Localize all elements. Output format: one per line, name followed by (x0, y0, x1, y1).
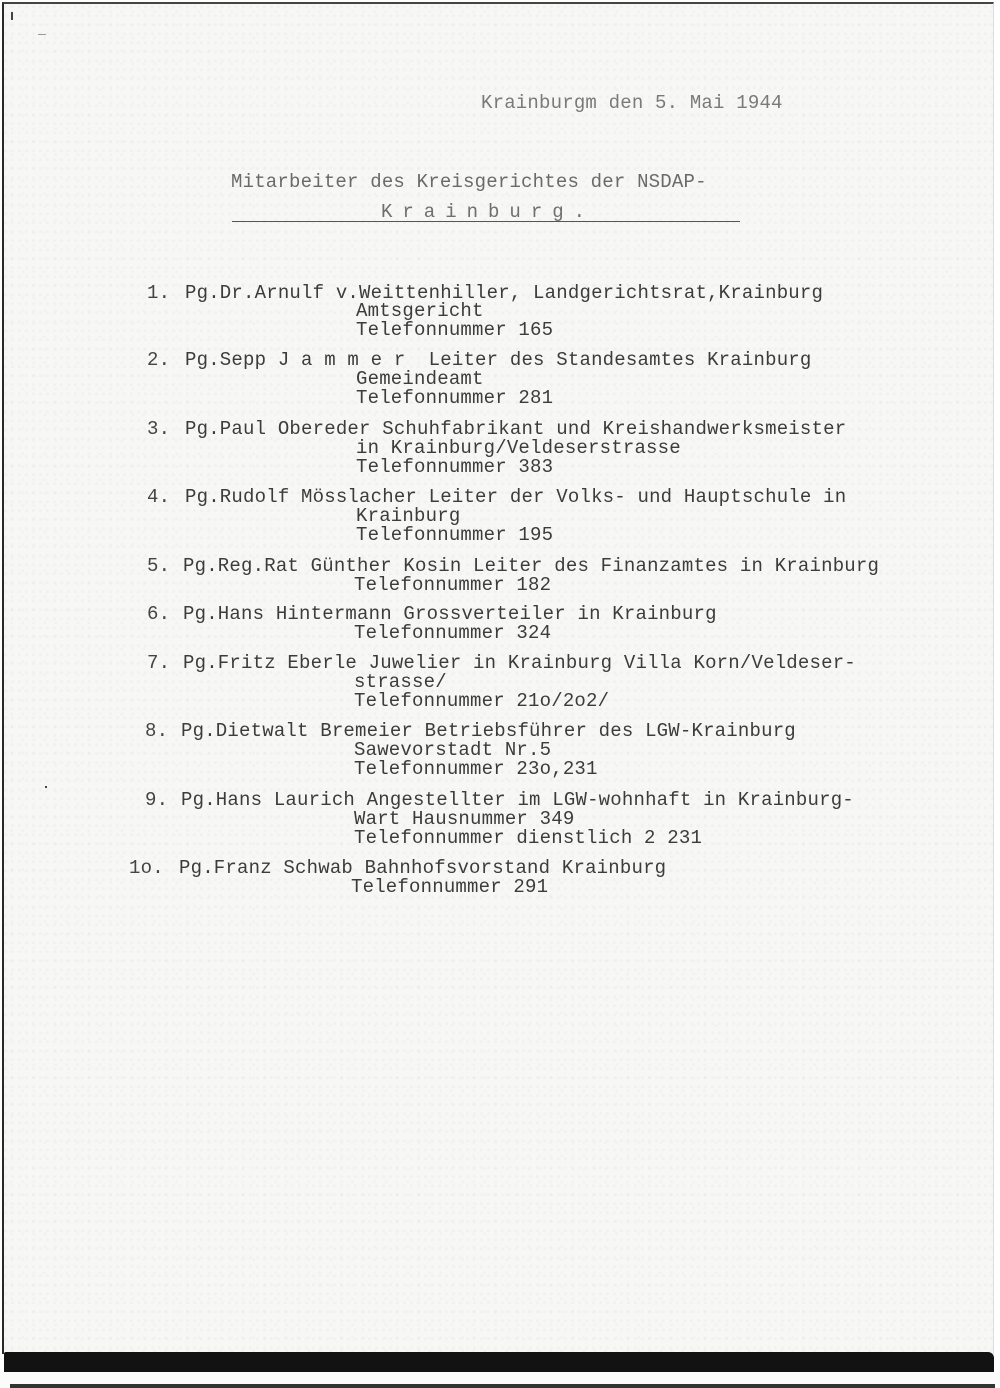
entry-text: Pg.Hans Hintermann Grossverteiler in Krainburg (183, 603, 717, 625)
entry-text: Pg.Reg.Rat Günther Kosin Leiter des Finanzamtes in Krainburg (183, 555, 880, 577)
entry-phone: Telefonnummer 281 (356, 387, 554, 409)
entry-number: 5. (147, 555, 171, 577)
scan-bottom-border (10, 1384, 995, 1388)
entry-phone: Telefonnummer 21o/2o2/ (354, 690, 610, 712)
entry-text: Pg.Dietwalt Bremeier Betriebsführer des LGW-Krainburg (181, 720, 796, 742)
entry-number: 4. (147, 486, 171, 508)
entry-text: Gemeindeamt (356, 368, 484, 390)
entry-number: 9. (145, 789, 169, 811)
date-line: Krainburgm den 5. Mai 1944 (481, 92, 783, 114)
margin-dash-mark (38, 34, 46, 35)
entry-phone: Telefonnummer 165 (356, 319, 554, 341)
entry-number: 1. (147, 282, 171, 304)
entry-text: in Krainburg/Veldeserstrasse (356, 437, 681, 459)
entry-text: Krainburg (356, 505, 461, 527)
speck-mark (45, 786, 47, 788)
entry-phone: Telefonnummer 195 (356, 524, 554, 546)
entry-phone: Telefonnummer 182 (354, 574, 552, 596)
entry-number: 8. (145, 720, 169, 742)
entry-text: Pg.Hans Laurich Angestellter im LGW-wohnhaft in Krainburg- (181, 789, 854, 811)
entry-text: Pg.Rudolf Mösslacher Leiter der Volks- und Hauptschule in (185, 486, 847, 508)
entry-text: Wart Hausnummer 349 (354, 808, 575, 830)
entry-phone: Telefonnummer 291 (351, 876, 549, 898)
entry-number: 7. (147, 652, 171, 674)
entry-text: Pg.Franz Schwab Bahnhofsvorstand Krainburg (179, 857, 667, 879)
entry-number: 3. (147, 418, 171, 440)
entry-phone: Telefonnummer 383 (356, 456, 554, 478)
entry-number: 2. (147, 349, 171, 371)
scan-bottom-edge-shadow (4, 1352, 994, 1372)
entry-text: Amtsgericht (356, 300, 484, 322)
entry-phone: Telefonnummer dienstlich 2 231 (354, 827, 703, 849)
entry-text: strasse/ (354, 671, 447, 693)
entry-number: 1o. (129, 857, 164, 879)
entry-number: 6. (147, 603, 171, 625)
document-title: Mitarbeiter des Kreisgerichtes der NSDAP- (231, 171, 707, 193)
entry-text: Pg.Paul Obereder Schuhfabrikant und Kreishandwerksmeister (185, 418, 847, 440)
margin-tick-mark (11, 12, 13, 20)
entry-text: Sawevorstadt Nr.5 (354, 739, 552, 761)
entry-text: Pg.Fritz Eberle Juwelier in Krainburg Villa Korn/Veldeser- (183, 652, 856, 674)
title-underline (232, 221, 740, 222)
entry-text: Pg.Sepp J a m m e r Leiter des Standesamtes Krainburg (185, 349, 812, 371)
entry-phone: Telefonnummer 324 (354, 622, 552, 644)
entry-phone: Telefonnummer 23o,231 (354, 758, 598, 780)
entry-text: Pg.Dr.Arnulf v.Weittenhiller, Landgerichtsrat,Krainburg (185, 282, 824, 304)
document-title-city: Krainburg. (381, 201, 596, 223)
